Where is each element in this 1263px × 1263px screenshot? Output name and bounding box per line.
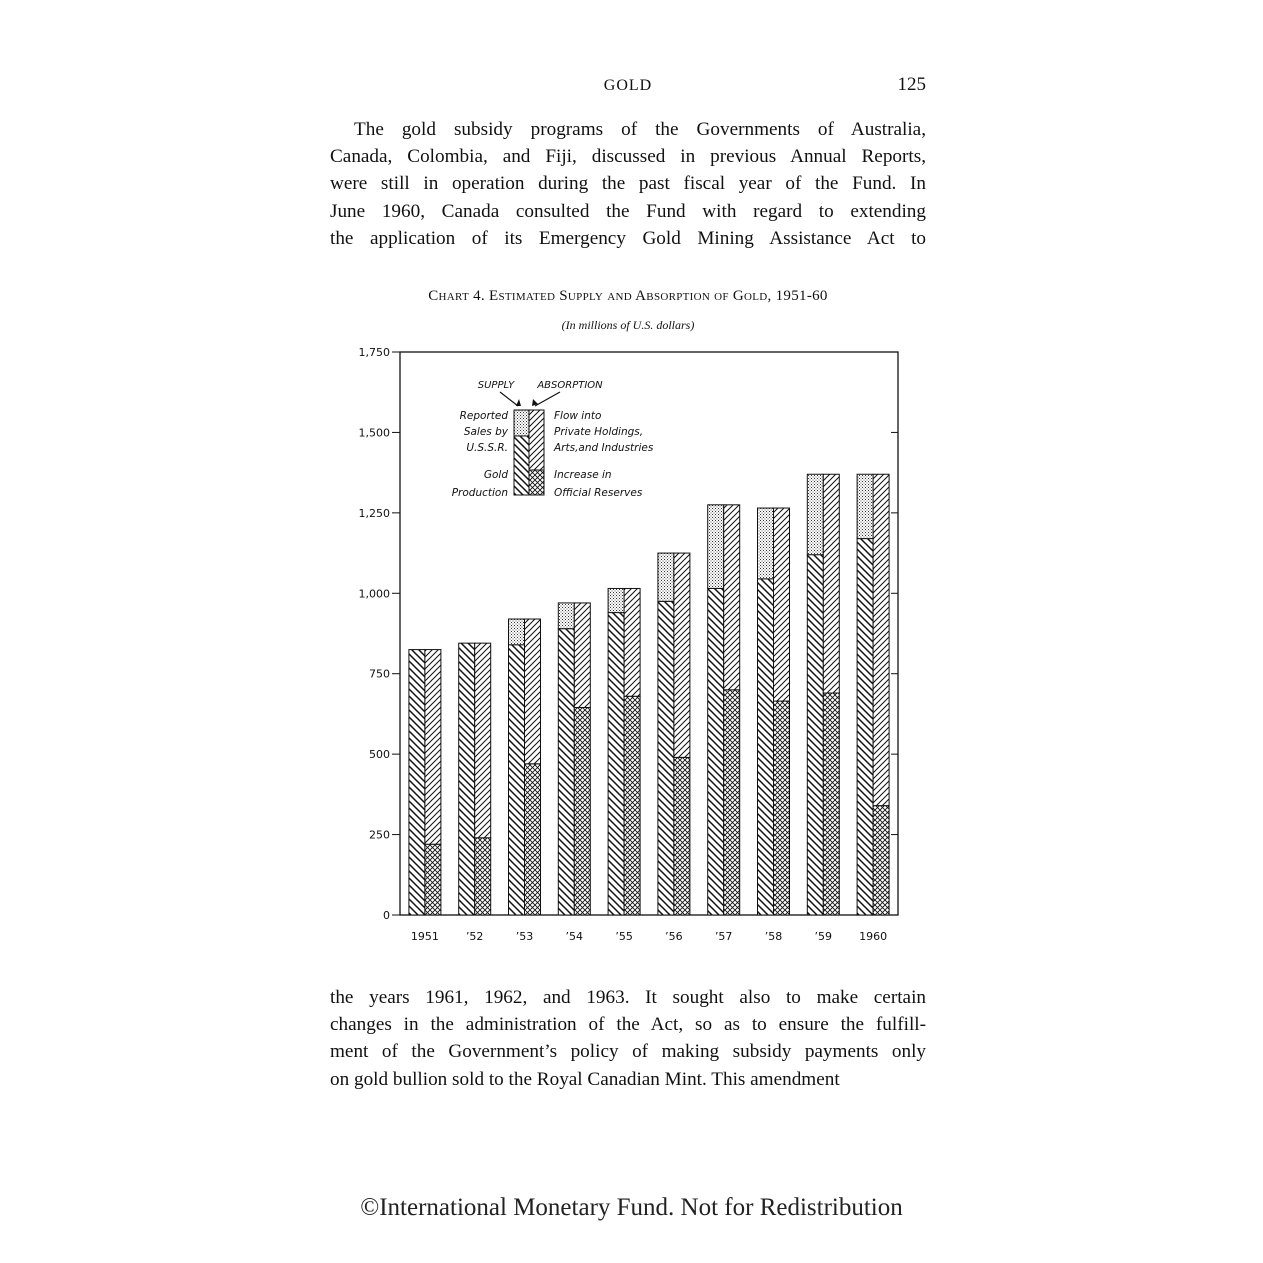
x-tick-label: ’58 xyxy=(764,930,783,943)
bar-absorption-private-flow xyxy=(774,508,790,701)
bar-absorption-private-flow xyxy=(823,474,839,693)
bar-absorption-private-flow xyxy=(873,474,889,805)
bar-supply-gold-production xyxy=(608,613,624,915)
legend-swatch-ussr-sales xyxy=(514,410,529,436)
legend-supply-text: Production xyxy=(451,487,508,499)
paragraph-line: ment of the Government’s policy of making subsidy payments only xyxy=(330,1041,926,1063)
bar-absorption-private-flow xyxy=(574,603,590,708)
paragraph-1 xyxy=(330,116,926,252)
bar-supply-gold-production xyxy=(758,579,774,915)
y-tick-label: 1,750 xyxy=(358,346,390,359)
bar-supply-ussr-sales xyxy=(608,588,624,612)
x-tick-label: ’57 xyxy=(714,930,733,943)
legend-swatch-official-reserves xyxy=(529,470,544,495)
x-tick-label: ’56 xyxy=(665,930,683,943)
copyright-notice: ©International Monetary Fund. Not for Redistribution xyxy=(360,1194,903,1221)
legend-supply-text: Gold xyxy=(483,469,508,481)
bar-supply-ussr-sales xyxy=(857,474,873,538)
paragraph-line: were still in operation during the past fiscal year of the Fund. In xyxy=(330,173,926,195)
bar-absorption-official-reserves xyxy=(674,757,690,915)
legend-swatch-private-flow xyxy=(529,410,544,470)
paragraph-line: Canada, Colombia, and Fiji, discussed in previous Annual Reports, xyxy=(330,146,926,168)
bar-supply-gold-production xyxy=(708,588,724,915)
x-tick-label: 1951 xyxy=(410,930,439,943)
legend-supply-text: U.S.S.R. xyxy=(466,442,508,454)
legend-absorption-label: ABSORPTION xyxy=(537,380,603,391)
gold-supply-absorption-chart xyxy=(340,340,920,950)
page-number: 125 xyxy=(897,74,926,95)
y-tick-label: 0 xyxy=(383,909,390,922)
y-tick-label: 1,250 xyxy=(358,506,390,520)
bar-absorption-official-reserves xyxy=(823,693,839,915)
bar-supply-ussr-sales xyxy=(708,505,724,589)
y-tick-label: 750 xyxy=(369,667,390,681)
paragraph-line: the years 1961, 1962, and 1963. It sought also to make certain xyxy=(330,987,926,1008)
x-tick-label: ’52 xyxy=(465,930,484,943)
legend-absorption-text: Official Reserves xyxy=(554,487,643,499)
y-tick-label: 500 xyxy=(369,748,390,762)
running-head xyxy=(330,74,926,100)
paragraph-2 xyxy=(330,984,926,1093)
legend-absorption-arrow xyxy=(535,392,560,406)
bar-absorption-private-flow xyxy=(724,505,740,690)
legend-supply-arrow xyxy=(500,392,518,406)
legend-supply-label: SUPPLY xyxy=(477,380,515,391)
x-tick-label: ’54 xyxy=(565,930,584,943)
bar-supply-ussr-sales xyxy=(658,553,674,601)
legend-absorption-text: Increase in xyxy=(554,469,612,481)
y-tick-label: 1,000 xyxy=(358,587,390,601)
bar-supply-gold-production xyxy=(409,650,425,915)
bar-absorption-official-reserves xyxy=(574,707,590,915)
paragraph-line: June 1960, Canada consulted the Fund with regard to extending xyxy=(330,200,926,222)
legend-absorption-text: Private Holdings, xyxy=(554,426,644,438)
legend-absorption-text: Arts,and Industries xyxy=(554,442,654,454)
bar-absorption-private-flow xyxy=(674,553,690,757)
x-tick-label: ’59 xyxy=(814,930,833,943)
bar-supply-gold-production xyxy=(509,645,525,915)
paragraph-line: The gold subsidy programs of the Governments of Australia, xyxy=(354,119,926,140)
bar-absorption-official-reserves xyxy=(774,701,790,915)
bar-supply-ussr-sales xyxy=(558,603,574,629)
x-tick-label: 1960 xyxy=(859,930,888,943)
bar-supply-gold-production xyxy=(459,643,475,915)
bar-supply-gold-production xyxy=(857,539,873,915)
bar-supply-gold-production xyxy=(658,601,674,915)
chart-subtitle: (In millions of U.S. dollars) xyxy=(561,318,695,332)
x-tick-label: ’55 xyxy=(615,930,633,943)
chart-plot-root xyxy=(359,346,899,943)
bar-absorption-private-flow xyxy=(425,650,441,845)
bar-absorption-official-reserves xyxy=(624,696,640,915)
y-tick-label: 250 xyxy=(369,828,390,842)
bar-supply-gold-production xyxy=(558,629,574,915)
bar-absorption-official-reserves xyxy=(475,838,491,915)
bar-absorption-private-flow xyxy=(525,619,541,764)
bar-absorption-private-flow xyxy=(624,588,640,696)
legend-supply-arrowhead xyxy=(516,399,521,406)
bar-supply-ussr-sales xyxy=(509,619,525,645)
y-tick-label: 1,500 xyxy=(358,426,390,440)
legend-supply-text: Reported xyxy=(459,410,508,422)
bar-absorption-official-reserves xyxy=(525,764,541,915)
bar-absorption-official-reserves xyxy=(425,844,441,915)
paragraph-line: on gold bullion sold to the Royal Canadian Mint. This amendment xyxy=(330,1068,840,1090)
bar-supply-ussr-sales xyxy=(758,508,774,579)
running-head-title: GOLD xyxy=(603,77,653,94)
bar-absorption-private-flow xyxy=(475,643,491,838)
x-tick-label: ’53 xyxy=(515,930,534,943)
paragraph-line: changes in the administration of the Act, so as to ensure the fulfill- xyxy=(330,1014,926,1036)
paragraph-line: the application of its Emergency Gold Mining Assistance Act to xyxy=(330,227,926,249)
chart-title: Chart 4. Estimated Supply and Absorption of Gold, 1951-60 xyxy=(428,288,828,304)
bar-supply-ussr-sales xyxy=(807,474,823,554)
legend-supply-text: Sales by xyxy=(463,426,508,438)
legend-swatch-gold-production xyxy=(514,436,529,495)
bar-absorption-official-reserves xyxy=(724,690,740,915)
bar-absorption-official-reserves xyxy=(873,806,889,915)
legend-absorption-text: Flow into xyxy=(554,410,602,422)
bar-supply-gold-production xyxy=(807,555,823,915)
